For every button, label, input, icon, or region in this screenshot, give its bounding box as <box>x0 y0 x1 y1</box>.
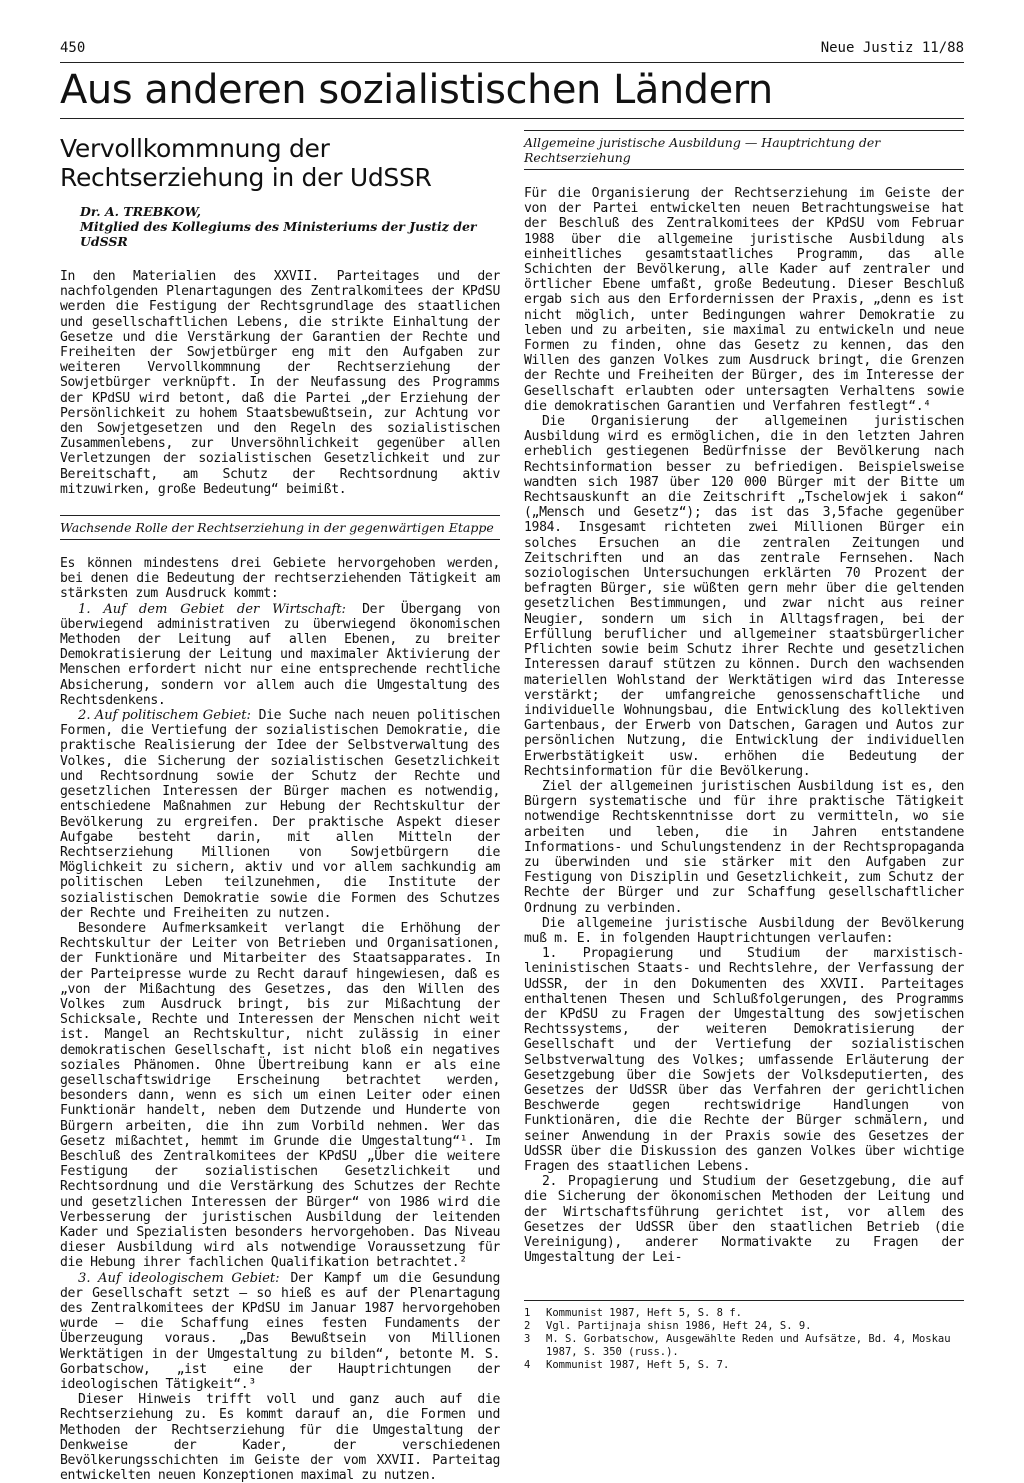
intro-paragraph: In den Materialien des XXVII. Parteitages und der nachfolgenden Plenartagungen des Zentralkomitees der KPdSU werden die Festigung der Rechtsgrundlage des staatlichen und gesellschaftlichen Lebens, die strikte Einhaltung der Gesetze und die Verstärkung der Garantien der Rechte und Freiheiten der Sowjetbürger eng mit den Aufgaben zur weiteren Vervollkommnung der Rechtserziehung der Sowjetbürger verknüpft. In der Neufassung des Programms der KPdSU wird betont, daß die Partei „der Erziehung der Persönlichkeit zu hohem Staatsbewußtsein, zur Achtung vor den Sowjetgesetzen und den Regeln des sozialistischen Zusammenlebens, zur Unversöhnlichkeit gegenüber allen Verletzungen der sozialistischen Gesetzlichkeit und zur Bereitschaft, am Schutz der Rechtsordnung aktiv mitzuwirken, große Bedeutung“ beimißt. <box>60 269 500 497</box>
footnote: 4 Kommunist 1987, Heft 5, S. 7. <box>524 1359 730 1371</box>
paragraph: Die allgemeine juristische Ausbildung der Bevölkerung muß m. E. in folgenden Hauptrichtungen verlaufen: <box>524 915 964 946</box>
paragraph: Dieser Hinweis trifft voll und ganz auch auf die Rechtserziehung zu. Es kommt darauf an, die Formen und Methoden der Rechtserziehung für die Umgestaltung der Denkweise der Kader, der verschiedenen Bevölkerungsschichten im Geiste der vom XXVII. Parteitag entwickelten neuen Konzeptionen maximal zu nutzen. <box>60 1392 500 1483</box>
paragraph <box>60 708 500 921</box>
paragraph <box>60 1271 500 1393</box>
article-title: Vervollkommnung der Rechtserziehung in der UdSSR <box>60 134 432 192</box>
subheading-2: Allgemeine juristische Ausbildung — Hauptrichtung der Rechtserziehung <box>524 130 964 170</box>
footnote: 1 Kommunist 1987, Heft 5, S. 8 f. <box>524 1307 742 1319</box>
subheading-1: Wachsende Rolle der Rechtserziehung in der gegenwärtigen Etappe <box>60 515 500 540</box>
author-name: Dr. A. TREBKOW, <box>80 204 202 219</box>
author-block <box>80 204 500 249</box>
footnote: 3 M. S. Gorbatschow, Ausgewählte Reden und Aufsätze, Bd. 4, Moskau 1987, S. 350 (russ.). <box>524 1333 951 1358</box>
journal-issue: Neue Justiz 11/88 <box>820 40 964 56</box>
author-affiliation: Mitglied des Kollegiums des Ministeriums der Justiz der UdSSR <box>80 219 477 249</box>
paragraph: 1. Propagierung und Studium der marxistisch-leninistischen Staats- und Rechtslehre, der Verfassung der UdSSR, der in den Dokumenten des XXVII. Parteitages enthaltenen Thesen und Schlußfolgerungen, des Programms der KPdSU zu Fragen der Umgestaltung des sowjetischen Rechtssystems, der weiteren Demokratisierung der Gesellschaft und der Vertiefung der sozialistischen Selbstverwaltung des Volkes; umfassende Erläuterung der Gesetzgebung über die Sowjets der Volksdeputierten, des Gesetzes der UdSSR über das Verfahren der gerichtlichen Beschwerde gegen rechtswidrige Handlungen von Funktionären, die die Rechte der Bürger schmälern, und seiner Anwendung in der Praxis sowie des Gesetzes der UdSSR über die Diskussion des ganzen Volkes über wichtige Fragen des staatlichen Lebens. <box>524 946 964 1174</box>
left-column <box>60 130 500 1483</box>
paragraph: Es können mindestens drei Gebiete hervorgehoben werden, bei denen die Bedeutung der rechtserziehenden Tätigkeit am stärksten zum Ausdruck kommt: <box>60 556 500 602</box>
paragraph-lead: 3. Auf ideologischem Gebiet: <box>78 1270 280 1286</box>
page-header <box>60 38 964 63</box>
page-number: 450 <box>60 40 86 56</box>
paragraph-lead: 2. Auf politischem Gebiet: <box>78 708 251 724</box>
paragraph: Besondere Aufmerksamkeit verlangt die Erhöhung der Rechtskultur der Leiter von Betrieben und Organisationen, der Funktionäre und Mitarbeiter des Staatsapparates. In der Parteipresse wurde zu Recht darauf hingewiesen, daß es „von der Mißachtung des Gesetzes, das den Willen des Volkes zum Ausdruck bringt, bis zur Mißachtung der Schicksale, Rechte und Interessen der Menschen nicht weit ist. Mangel an Rechtskultur, nicht zulässig in einer demokratischen Gesellschaft, ist nicht bloß ein negatives soziales Phänomen. Ohne Übertreibung kann er als eine gesellschaftswidrige Erscheinung betrachtet werden, besonders dann, wenn es sich um einen Leiter oder einen Funktionär handelt, neben dem Dutzende und Hunderte von Bürgern arbeiten, die ihn zum Vorbild nehmen. Wer das Gesetz mißachtet, hemmt im Grunde die Umgestaltung“¹. Im Beschluß des Zentralkomitees der KPdSU „Über die weitere Festigung der sozialistischen Gesetzlichkeit und Rechtsordnung und die Verstärkung des Schutzes der Rechte und gesetzlichen Interessen der Bürger“ von 1986 wird die Verbesserung der juristischen Ausbildung der leitenden Kader und Spezialisten besonders hervorgehoben. Das Niveau dieser Ausbildung wird als notwendige Voraussetzung für die Hebung ihrer fachlichen Qualifikation betrachtet.² <box>60 920 500 1271</box>
paragraph-body: Die Suche nach neuen politischen Formen, die Vertiefung der sozialistischen Demokratie, die praktische Realisierung der Idee der Selbstverwaltung des Volkes, die Sicherung der sozialistischen Gesetzlichkeit und Rechtsordnung sowie der Schutz der Rechte und gesetzlichen Interessen der Bürger machen es notwendig, entschiedene Maßnahmen zur Hebung der Rechtskultur der Bevölkerung zu ergreifen. Der praktische Aspekt dieser Aufgabe besteht darin, mit allen Mitteln der Rechtserziehung Millionen von Sowjetbürgern die Möglichkeit zu sichern, aktiv und vor allem sachkundig am politischen Leben teilzunehmen, die Institute der sozialistischen Demokratie sowie die Formen des Schutzes der Rechte und Freiheiten zu nutzen. <box>60 708 500 921</box>
paragraph <box>60 602 500 708</box>
paragraph-lead: 1. Auf dem Gebiet der Wirtschaft: <box>78 601 346 617</box>
paragraph: Ziel der allgemeinen juristischen Ausbildung ist es, den Bürgern systematische und für ihre praktische Tätigkeit notwendige Rechtskenntnisse dort zu vermitteln, wo sie arbeiten und leben, die in Jahren entstandene Informations- und Schulungstendenz in der Rechtspropaganda zu überwinden und sie stärker mit den Aufgaben zur Festigung von Disziplin und Gesetzlichkeit, zum Schutz der Rechte der Bürger und zur Schaffung gesellschaftlicher Ordnung zu verbinden. <box>524 778 964 916</box>
footnotes <box>524 1300 964 1372</box>
paragraph: Für die Organisierung der Rechtserziehung im Geiste der von der Partei entwickelten neuen Betrachtungsweise hat der Beschluß des Zentralkomitees der KPdSU vom Februar 1988 über die allgemeine juristische Ausbildung als einheitliches gesamtstaatliches Programm, das alle Schichten der Bevölkerung, alle Kader auf zentraler und örtlicher Ebene umfaßt, große Bedeutung. Dieser Beschluß ergab sich aus den Erfordernissen der Praxis, „denn es ist nicht möglich, unter Bedingungen wahrer Demokratie zu leben und zu arbeiten, sie maximal zu entwickeln und neue Formen zu finden, ohne das Gesetz zu kennen, das den Willen des ganzen Volkes zum Ausdruck bringt, die Grenzen der Rechte und Freiheiten der Bürger, des im Interesse der Gesellschaft erlaubten oder untersagten Verhaltens sowie die demokratischen Garantien und Verfahren festlegt“.⁴ <box>524 186 964 414</box>
paragraph-body: Der Übergang von überwiegend administrativen zu überwiegend ökonomischen Methoden der Leitung auf allen Ebenen, zu breiter Demokratisierung der Leitung und maximaler Aktivierung der Menschen erfordert nicht nur eine entsprechende rechtliche Absicherung, sondern vor allem auch die Umgestaltung des Rechtsdenkens. <box>60 601 500 708</box>
paragraph-body: Der Kampf um die Gesundung der Gesellschaft setzt — so hieß es auf der Plenartagung des Zentralkomitees der KPdSU im Januar 1987 hervorgehoben wurde — die Schaffung eines festen Fundaments der Überzeugung voraus. „Das Bewußtsein von Millionen Werktätigen in der Umgestaltung zu bilden“, betonte M. S. Gorbatschow, „ist eine der Hauptrichtungen der ideologischen Tätigkeit“.³ <box>60 1270 500 1393</box>
paragraph: Die Organisierung der allgemeinen juristischen Ausbildung wird es ermöglichen, die in den letzten Jahren erheblich gestiegenen Bedürfnisse der Bevölkerung nach Rechtsinformation besser zu befriedigen. Beispielsweise wandten sich 1987 über 120 000 Bürger mit der Bitte um Rechtsauskunft an die Zeitschrift „Tschelowjek i sakon“ („Mensch und Gesetz“); das ist das 3,5fache gegenüber 1984. Insgesamt richteten zwei Millionen Bürger ein solches Ersuchen an die zentralen Zeitungen und Zeitschriften und an das zentrale Fernsehen. Nach soziologischen Untersuchungen erklärten 70 Prozent der befragten Bürger, sie wüßten gern mehr über die geltenden gesetzlichen Bestimmungen, und zwar nicht aus reiner Neugier, sondern um sich in Alltagsfragen, bei der Erfüllung beruflicher und allgemeiner staatsbürgerlicher Pflichten sowie beim Schutz ihrer Rechte und gesetzlichen Interessen darauf stützen zu können. Durch den wachsenden materiellen Wohlstand der Werktätigen wird das Interesse verstärkt; der umfangreiche genossenschaftliche und individuelle Wohnungsbau, die Entwicklung des kollektiven Gartenbaus, der Erwerb von Datschen, Garagen und Autos zur persönlichen Nutzung, die Entwicklung der individuellen Erwerbstätigkeit usw. erhöhen die Bedeutung der Rechtsinformation für die Bevölkerung. <box>524 414 964 779</box>
right-column <box>524 130 964 1265</box>
footnote: 2 Vgl. Partijnaja shisn 1986, Heft 24, S. 9. <box>524 1320 812 1332</box>
section-title: Aus anderen sozialistischen Ländern <box>60 66 964 119</box>
paragraph: 2. Propagierung und Studium der Gesetzgebung, die auf die Sicherung der ökonomischen Methoden der Leitung und der Wirtschaftsführung gerichtet ist, vor allem des Gesetzes der UdSSR über den staatlichen Betrieb (die Vereinigung), anderer Normativakte zu Fragen der Umgestaltung der Lei- <box>524 1174 964 1266</box>
